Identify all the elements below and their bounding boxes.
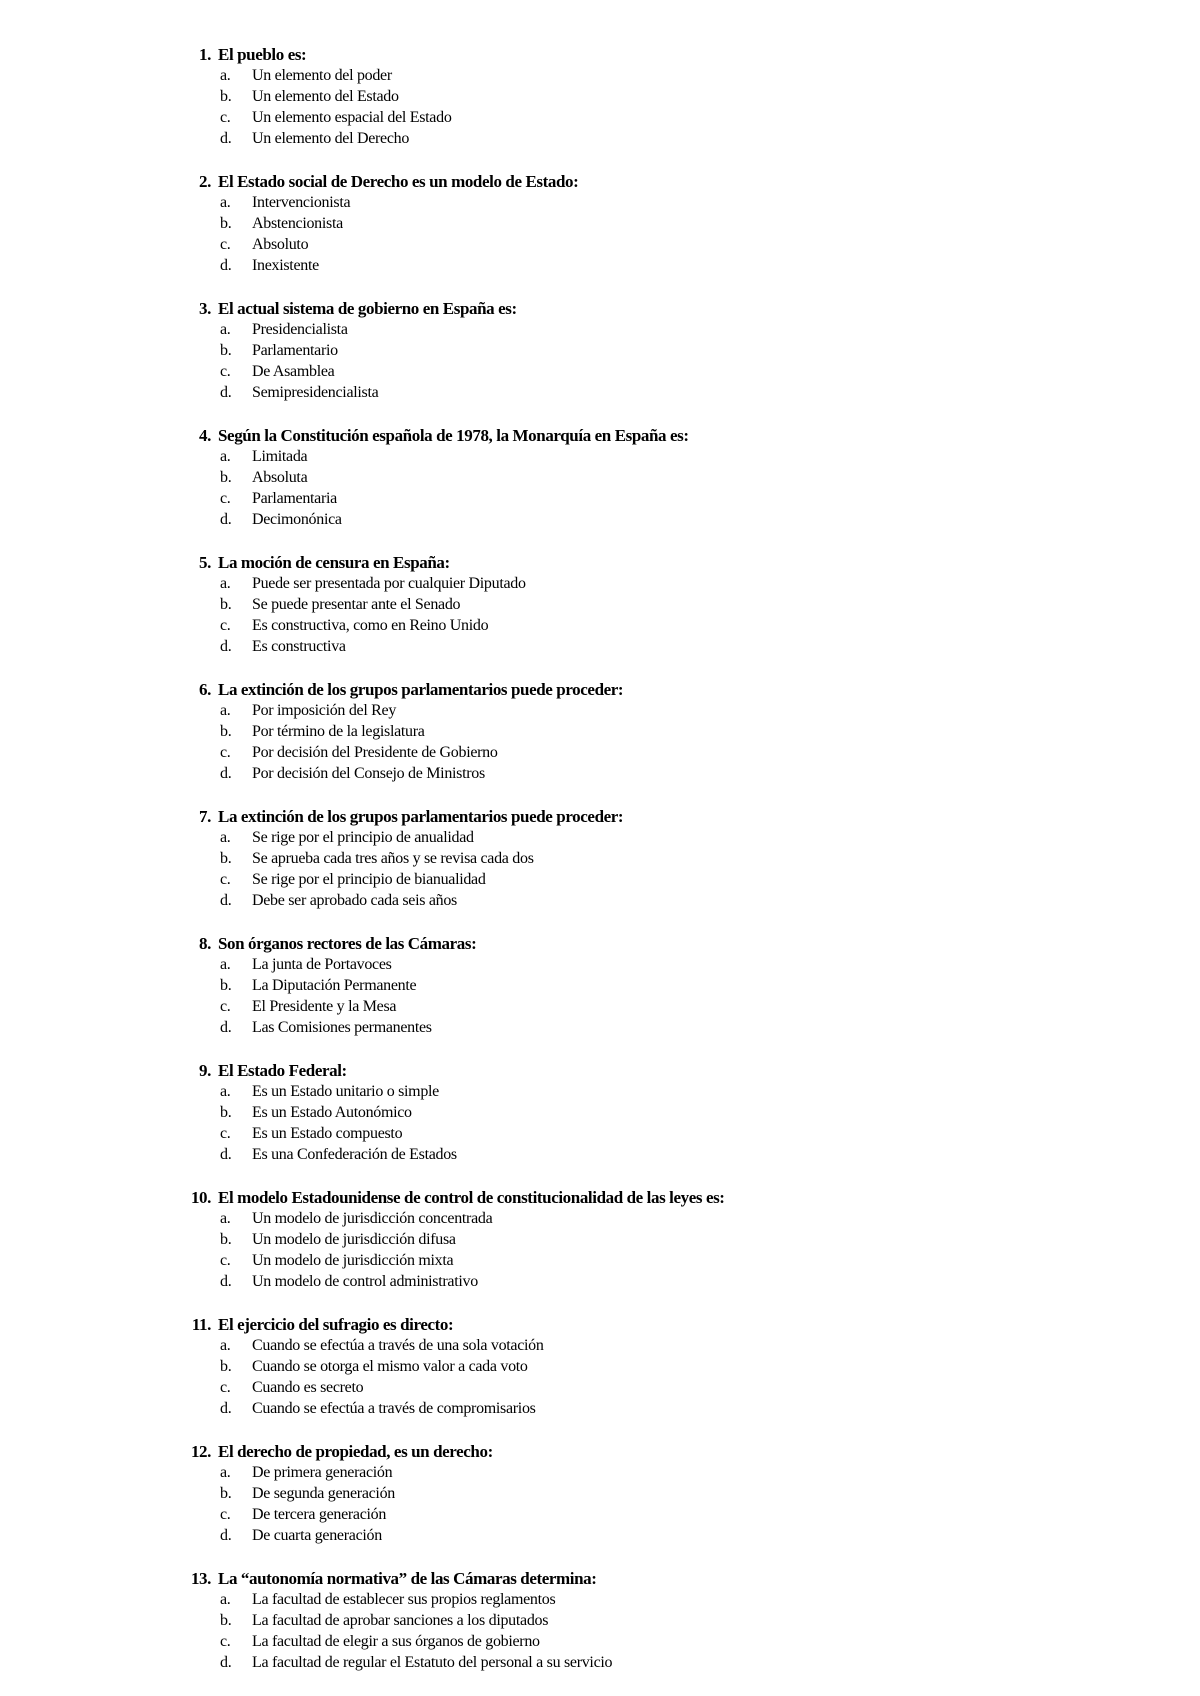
option-letter: c. bbox=[220, 1125, 231, 1142]
answer-option bbox=[180, 573, 1080, 594]
question-item bbox=[180, 44, 1080, 149]
option-text: Por decisión del Presidente de Gobierno bbox=[252, 744, 498, 761]
question-list bbox=[180, 44, 1080, 1695]
question-text: Son órganos rectores de las Cámaras: bbox=[218, 934, 477, 953]
answer-option bbox=[180, 1610, 1080, 1631]
answer-option bbox=[180, 848, 1080, 869]
question-text: El Estado Federal: bbox=[218, 1061, 347, 1080]
option-letter: b. bbox=[220, 977, 232, 994]
answer-option bbox=[180, 467, 1080, 488]
option-letter: a. bbox=[220, 321, 231, 338]
option-list bbox=[180, 573, 1080, 657]
option-letter: b. bbox=[220, 1358, 232, 1375]
question-heading bbox=[180, 1568, 1080, 1589]
answer-option bbox=[180, 1208, 1080, 1229]
option-letter: a. bbox=[220, 448, 231, 465]
option-text: La facultad de elegir a sus órganos de gobierno bbox=[252, 1633, 540, 1650]
option-text: Intervencionista bbox=[252, 194, 351, 211]
option-list bbox=[180, 1462, 1080, 1546]
question-text: El modelo Estadounidense de control de constitucionalidad de las leyes es: bbox=[218, 1188, 725, 1207]
option-letter: c. bbox=[220, 490, 231, 507]
question-item bbox=[180, 425, 1080, 530]
question-heading bbox=[180, 1187, 1080, 1208]
answer-option bbox=[180, 700, 1080, 721]
option-letter: a. bbox=[220, 1210, 231, 1227]
option-text: Decimonónica bbox=[252, 511, 342, 528]
option-letter: c. bbox=[220, 1506, 231, 1523]
option-text: Cuando es secreto bbox=[252, 1379, 364, 1396]
option-text: Debe ser aprobado cada seis años bbox=[252, 892, 457, 909]
answer-option bbox=[180, 1335, 1080, 1356]
option-letter: c. bbox=[220, 1633, 231, 1650]
option-list bbox=[180, 319, 1080, 403]
option-text: Inexistente bbox=[252, 257, 319, 274]
option-text: Presidencialista bbox=[252, 321, 348, 338]
answer-option bbox=[180, 1589, 1080, 1610]
answer-option bbox=[180, 65, 1080, 86]
question-text: El ejercicio del sufragio es directo: bbox=[218, 1315, 454, 1334]
option-letter: d. bbox=[220, 1273, 232, 1290]
question-number: 4. bbox=[199, 426, 211, 445]
option-list bbox=[180, 700, 1080, 784]
option-letter: b. bbox=[220, 1104, 232, 1121]
answer-option bbox=[180, 107, 1080, 128]
option-text: De Asamblea bbox=[252, 363, 335, 380]
option-text: La facultad de establecer sus propios reglamentos bbox=[252, 1591, 556, 1608]
answer-option bbox=[180, 890, 1080, 911]
option-list bbox=[180, 192, 1080, 276]
answer-option bbox=[180, 1652, 1080, 1673]
option-text: Es una Confederación de Estados bbox=[252, 1146, 457, 1163]
option-letter: b. bbox=[220, 1612, 232, 1629]
option-text: Absoluta bbox=[252, 469, 308, 486]
option-text: Es un Estado compuesto bbox=[252, 1125, 403, 1142]
question-text: La “autonomía normativa” de las Cámaras determina: bbox=[218, 1569, 597, 1588]
question-heading bbox=[180, 806, 1080, 827]
option-text: Cuando se efectúa a través de una sola votación bbox=[252, 1337, 544, 1354]
answer-option bbox=[180, 1250, 1080, 1271]
answer-option bbox=[180, 1356, 1080, 1377]
option-letter: a. bbox=[220, 829, 231, 846]
option-letter: b. bbox=[220, 1231, 232, 1248]
question-text: El Estado social de Derecho es un modelo de Estado: bbox=[218, 172, 579, 191]
option-letter: b. bbox=[220, 469, 232, 486]
option-letter: a. bbox=[220, 194, 231, 211]
option-text: De cuarta generación bbox=[252, 1527, 382, 1544]
option-list bbox=[180, 1081, 1080, 1165]
option-letter: a. bbox=[220, 956, 231, 973]
question-number: 3. bbox=[199, 299, 211, 318]
option-letter: b. bbox=[220, 342, 232, 359]
question-heading bbox=[180, 1441, 1080, 1462]
option-list bbox=[180, 1335, 1080, 1419]
option-letter: c. bbox=[220, 236, 231, 253]
option-letter: c. bbox=[220, 363, 231, 380]
answer-option bbox=[180, 1504, 1080, 1525]
answer-option bbox=[180, 1398, 1080, 1419]
option-letter: a. bbox=[220, 1337, 231, 1354]
answer-option bbox=[180, 1462, 1080, 1483]
question-heading bbox=[180, 552, 1080, 573]
option-text: Es un Estado Autonómico bbox=[252, 1104, 412, 1121]
answer-option bbox=[180, 192, 1080, 213]
question-item bbox=[180, 552, 1080, 657]
answer-option bbox=[180, 488, 1080, 509]
option-text: Un elemento del Derecho bbox=[252, 130, 410, 147]
option-letter: b. bbox=[220, 1485, 232, 1502]
answer-option bbox=[180, 975, 1080, 996]
option-text: Absoluto bbox=[252, 236, 309, 253]
question-heading bbox=[180, 679, 1080, 700]
answer-option bbox=[180, 742, 1080, 763]
option-letter: d. bbox=[220, 1654, 232, 1671]
option-letter: a. bbox=[220, 702, 231, 719]
question-heading bbox=[180, 1060, 1080, 1081]
option-text: Es un Estado unitario o simple bbox=[252, 1083, 439, 1100]
option-text: Semipresidencialista bbox=[252, 384, 379, 401]
answer-option bbox=[180, 446, 1080, 467]
option-text: Parlamentario bbox=[252, 342, 338, 359]
option-letter: d. bbox=[220, 130, 232, 147]
option-letter: a. bbox=[220, 1083, 231, 1100]
question-number: 5. bbox=[199, 553, 211, 572]
option-text: La junta de Portavoces bbox=[252, 956, 392, 973]
option-list bbox=[180, 65, 1080, 149]
question-item bbox=[180, 1060, 1080, 1165]
question-text: El derecho de propiedad, es un derecho: bbox=[218, 1442, 493, 1461]
question-number: 2. bbox=[199, 172, 211, 191]
question-heading bbox=[180, 1314, 1080, 1335]
option-text: Abstencionista bbox=[252, 215, 343, 232]
question-number: 12. bbox=[190, 1442, 211, 1461]
option-letter: c. bbox=[220, 744, 231, 761]
option-letter: d. bbox=[220, 1019, 232, 1036]
option-list bbox=[180, 827, 1080, 911]
answer-option bbox=[180, 615, 1080, 636]
question-number: 8. bbox=[199, 934, 211, 953]
option-text: La Diputación Permanente bbox=[252, 977, 417, 994]
answer-option bbox=[180, 1229, 1080, 1250]
answer-option bbox=[180, 128, 1080, 149]
question-text: La extinción de los grupos parlamentarios puede proceder: bbox=[218, 807, 624, 826]
option-text: Se aprueba cada tres años y se revisa cada dos bbox=[252, 850, 534, 867]
option-text: El Presidente y la Mesa bbox=[252, 998, 397, 1015]
option-text: De tercera generación bbox=[252, 1506, 387, 1523]
question-number: 11. bbox=[191, 1315, 211, 1334]
option-text: Un elemento del poder bbox=[252, 67, 392, 84]
option-text: Se rige por el principio de bianualidad bbox=[252, 871, 486, 888]
option-letter: a. bbox=[220, 1591, 231, 1608]
question-item bbox=[180, 806, 1080, 911]
question-number: 7. bbox=[199, 807, 211, 826]
option-text: Un modelo de jurisdicción difusa bbox=[252, 1231, 456, 1248]
option-text: Cuando se otorga el mismo valor a cada voto bbox=[252, 1358, 528, 1375]
answer-option bbox=[180, 213, 1080, 234]
option-letter: d. bbox=[220, 638, 232, 655]
question-text: La extinción de los grupos parlamentarios puede proceder: bbox=[218, 680, 624, 699]
answer-option bbox=[180, 255, 1080, 276]
answer-option bbox=[180, 996, 1080, 1017]
answer-option bbox=[180, 1081, 1080, 1102]
question-text: El pueblo es: bbox=[218, 45, 307, 64]
question-item bbox=[180, 171, 1080, 276]
option-letter: c. bbox=[220, 998, 231, 1015]
option-text: Parlamentaria bbox=[252, 490, 337, 507]
answer-option bbox=[180, 340, 1080, 361]
question-item bbox=[180, 679, 1080, 784]
answer-option bbox=[180, 1017, 1080, 1038]
option-text: Un modelo de jurisdicción mixta bbox=[252, 1252, 454, 1269]
option-letter: c. bbox=[220, 1252, 231, 1269]
answer-option bbox=[180, 827, 1080, 848]
option-letter: b. bbox=[220, 596, 232, 613]
option-text: Un modelo de control administrativo bbox=[252, 1273, 478, 1290]
answer-option bbox=[180, 1271, 1080, 1292]
option-letter: d. bbox=[220, 511, 232, 528]
question-number: 6. bbox=[199, 680, 211, 699]
answer-option bbox=[180, 1525, 1080, 1546]
option-text: Es constructiva, como en Reino Unido bbox=[252, 617, 489, 634]
answer-option bbox=[180, 1483, 1080, 1504]
question-item bbox=[180, 933, 1080, 1038]
option-letter: c. bbox=[220, 1379, 231, 1396]
option-text: De segunda generación bbox=[252, 1485, 395, 1502]
option-text: Por término de la legislatura bbox=[252, 723, 425, 740]
question-number: 1. bbox=[199, 45, 211, 64]
answer-option bbox=[180, 1102, 1080, 1123]
question-text: El actual sistema de gobierno en España es: bbox=[218, 299, 517, 318]
answer-option bbox=[180, 954, 1080, 975]
answer-option bbox=[180, 1631, 1080, 1652]
answer-option bbox=[180, 319, 1080, 340]
option-text: Limitada bbox=[252, 448, 308, 465]
question-item bbox=[180, 1314, 1080, 1419]
answer-option bbox=[180, 234, 1080, 255]
option-text: Un elemento del Estado bbox=[252, 88, 399, 105]
option-letter: a. bbox=[220, 1464, 231, 1481]
option-letter: d. bbox=[220, 384, 232, 401]
option-letter: d. bbox=[220, 765, 232, 782]
option-list bbox=[180, 954, 1080, 1038]
option-text: Por decisión del Consejo de Ministros bbox=[252, 765, 485, 782]
question-number: 10. bbox=[190, 1188, 211, 1207]
option-letter: d. bbox=[220, 1146, 232, 1163]
answer-option bbox=[180, 509, 1080, 530]
question-number: 9. bbox=[199, 1061, 211, 1080]
answer-option bbox=[180, 1144, 1080, 1165]
question-heading bbox=[180, 44, 1080, 65]
answer-option bbox=[180, 361, 1080, 382]
option-letter: b. bbox=[220, 88, 232, 105]
answer-option bbox=[180, 86, 1080, 107]
question-heading bbox=[180, 933, 1080, 954]
question-text: La moción de censura en España: bbox=[218, 553, 450, 572]
option-letter: d. bbox=[220, 1400, 232, 1417]
option-letter: a. bbox=[220, 67, 231, 84]
option-text: Por imposición del Rey bbox=[252, 702, 397, 719]
option-text: De primera generación bbox=[252, 1464, 393, 1481]
answer-option bbox=[180, 869, 1080, 890]
question-item bbox=[180, 1568, 1080, 1673]
question-heading bbox=[180, 171, 1080, 192]
option-letter: d. bbox=[220, 257, 232, 274]
option-text: La facultad de aprobar sanciones a los diputados bbox=[252, 1612, 549, 1629]
answer-option bbox=[180, 763, 1080, 784]
question-heading bbox=[180, 425, 1080, 446]
option-text: Se rige por el principio de anualidad bbox=[252, 829, 474, 846]
option-letter: a. bbox=[220, 575, 231, 592]
option-text: Cuando se efectúa a través de compromisarios bbox=[252, 1400, 536, 1417]
question-text: Según la Constitución española de 1978, la Monarquía en España es: bbox=[218, 426, 689, 445]
option-letter: b. bbox=[220, 850, 232, 867]
answer-option bbox=[180, 594, 1080, 615]
option-letter: d. bbox=[220, 1527, 232, 1544]
answer-option bbox=[180, 1377, 1080, 1398]
answer-option bbox=[180, 382, 1080, 403]
option-letter: b. bbox=[220, 215, 232, 232]
question-item bbox=[180, 298, 1080, 403]
answer-option bbox=[180, 1123, 1080, 1144]
option-letter: d. bbox=[220, 892, 232, 909]
option-letter: c. bbox=[220, 871, 231, 888]
question-item bbox=[180, 1441, 1080, 1546]
question-heading bbox=[180, 298, 1080, 319]
question-number: 13. bbox=[190, 1569, 211, 1588]
option-text: Un modelo de jurisdicción concentrada bbox=[252, 1210, 493, 1227]
question-item bbox=[180, 1187, 1080, 1292]
answer-option bbox=[180, 636, 1080, 657]
option-text: Un elemento espacial del Estado bbox=[252, 109, 452, 126]
option-text: Es constructiva bbox=[252, 638, 346, 655]
option-list bbox=[180, 446, 1080, 530]
option-text: Las Comisiones permanentes bbox=[252, 1019, 432, 1036]
answer-option bbox=[180, 721, 1080, 742]
option-text: Se puede presentar ante el Senado bbox=[252, 596, 461, 613]
option-list bbox=[180, 1589, 1080, 1673]
option-letter: c. bbox=[220, 617, 231, 634]
option-text: La facultad de regular el Estatuto del personal a su servicio bbox=[252, 1654, 613, 1671]
option-list bbox=[180, 1208, 1080, 1292]
option-letter: c. bbox=[220, 109, 231, 126]
option-letter: b. bbox=[220, 723, 232, 740]
option-text: Puede ser presentada por cualquier Diputado bbox=[252, 575, 526, 592]
